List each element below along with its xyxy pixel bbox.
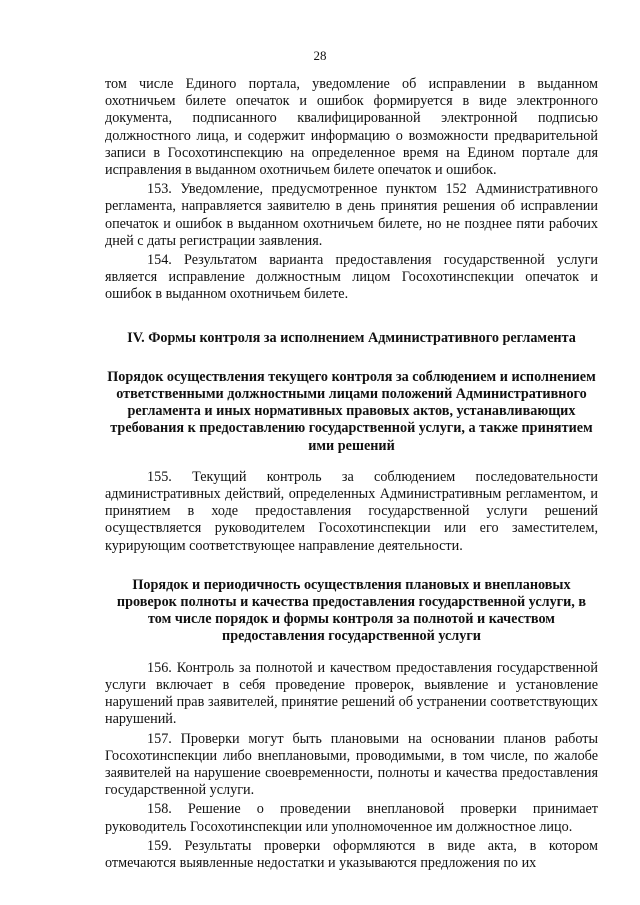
subheading-current-control: Порядок осуществления текущего контроля за соблюдением и исполнением ответственными должностными лицами положений Административного регламента и иных нормативных правовых актов, устанавливающих требования к предоставлению государственной услуги, а также принятием ими решений	[107, 368, 596, 454]
section-heading-iv: IV. Формы контроля за исполнением Административного регламента	[127, 329, 576, 346]
paragraph-153: 153. Уведомление, предусмотренное пунктом 152 Административного регламента, направляется заявителю в день принятия решения об исправлении опечаток и ошибок в выданном охотничьем билете, но не позднее пяти рабочих дней с даты регистрации заявления.	[105, 181, 598, 249]
paragraph-157: 157. Проверки могут быть плановыми на основании планов работы Госохотинспекции либо внеплановыми, проводимыми, в том числе, по жалобе заявителей на нарушение своевременности, полноты и качества предоставления государственной услуги.	[105, 730, 598, 799]
paragraph-156: 156. Контроль за полнотой и качеством предоставления государственной услуги включает в себя проведение проверок, выявление и установление нарушений прав заявителей, принятие решений об устранении соответствующих нарушений.	[105, 659, 598, 728]
paragraph-154: 154. Результатом варианта предоставления государственной услуги является исправление должностным лицом Госохотинспекции опечаток и ошибок в выданном охотничьем билете.	[105, 252, 598, 303]
subheading-periodicity: Порядок и периодичность осуществления плановых и внеплановых проверок полноты и качества предоставления государственной услуги, в том числе порядок и формы контроля за полнотой и качеством предоставления государственной услуги	[116, 576, 587, 645]
paragraph-158: 158. Решение о проведении внеплановой проверки принимает руководитель Госохотинспекции или уполномоченное им должностное лицо.	[105, 801, 598, 835]
paragraph-continuation: том числе Единого портала, уведомление об исправлении в выданном охотничьем билете опечаток и ошибок формируется в виде электронного документа, подписанного квалифицированной электронной подписью должностного лица, и содержит информацию о возможности предварительной записи в Госохотинспекцию на определенное время на Едином портале для исправления в выданном охотничьем билете опечаток и ошибок.	[105, 76, 598, 179]
page-content	[105, 76, 598, 872]
page-number: 28	[313, 48, 327, 63]
paragraph-159: 159. Результаты проверки оформляются в виде акта, в котором отмечаются выявленные недостатки и указываются предложения по их	[105, 837, 598, 871]
paragraph-155: 155. Текущий контроль за соблюдением последовательности административных действий, определенных Административным регламентом, и принятием в ходе предоставления государственной услуги решений осуществляется руководителем Госохотинспекции или его заместителем, курирующим соответствующее направление деятельности.	[105, 468, 598, 554]
